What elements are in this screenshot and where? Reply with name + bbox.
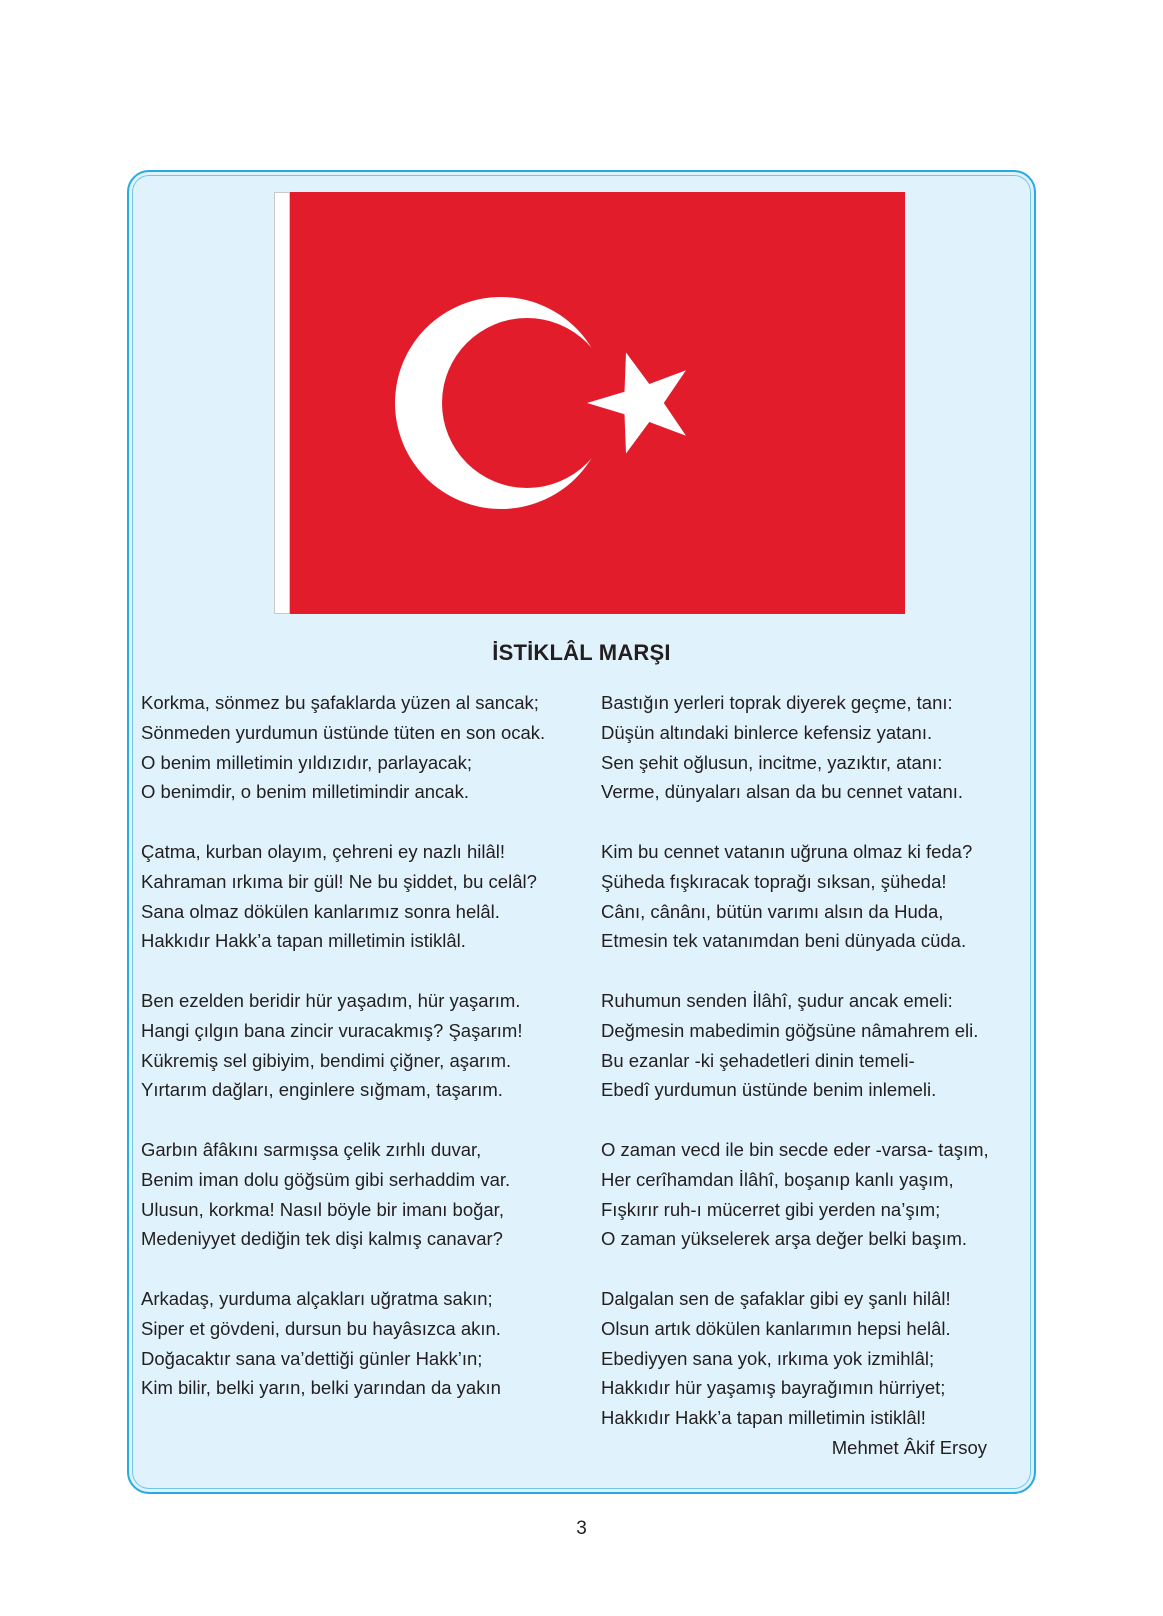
verse-line: Değmesin mabedimin göğsüne nâmahrem eli.	[601, 1019, 979, 1041]
verse-line: Bastığın yerleri toprak diyerek geçme, tanı:	[601, 692, 953, 713]
stanza	[141, 1284, 596, 1403]
stanza	[141, 688, 596, 807]
verse-line: Sönmeden yurdumun üstünde tüten en son ocak.	[141, 721, 546, 743]
verse-line: Hangi çılgın bana zincir vuracakmış? Şaşarım!	[141, 1019, 523, 1041]
verse-line: Medeniyyet dediğin tek dişi kalmış canavar?	[141, 1228, 503, 1250]
verse-line: Ulusun, korkma! Nasıl böyle bir imanı boğar,	[141, 1198, 504, 1220]
verse-line: Ben ezelden beridir hür yaşadım, hür yaşarım.	[141, 989, 521, 1011]
verse-line: Kükremiş sel gibiyim, bendimi çiğner, aşarım.	[141, 1049, 512, 1071]
flag-crescent-star-icon	[290, 192, 905, 614]
verse-line: Etmesin tek vatanımdan beni dünyada cüda.	[601, 930, 967, 952]
stanza	[141, 837, 596, 956]
flag-hoist-strip	[274, 192, 290, 614]
stanza	[141, 986, 596, 1105]
left-column	[141, 688, 596, 1433]
page-number: 3	[576, 1518, 587, 1539]
verse-line: Hakkıdır hür yaşamış bayrağımın hürriyet;	[601, 1377, 946, 1399]
verse-line: O zaman vecd ile bin secde eder -varsa- taşım,	[601, 1138, 989, 1160]
turkish-flag	[274, 192, 905, 614]
verse-line: Ebediyyen sana yok, ırkıma yok izmihlâl;	[601, 1347, 935, 1369]
verse-line: Bu ezanlar -ki şehadetleri dinin temeli-	[601, 1049, 915, 1071]
verse-line: Dalgalan sen de şafaklar gibi ey şanlı hilâl!	[601, 1287, 951, 1309]
verse-line: Her cerîhamdan İlâhî, boşanıp kanlı yaşım,	[601, 1168, 954, 1190]
verse-line: Verme, dünyaları alsan da bu cennet vatanı.	[601, 781, 964, 803]
verse-line: Hakkıdır Hakk’a tapan milletimin istiklâl!	[601, 1407, 926, 1429]
anthem-title: İSTİKLÂL MARŞI	[492, 640, 671, 665]
verse-line: O benimdir, o benim milletimindir ancak.	[141, 781, 469, 803]
verse-line: Düşün altındaki binlerce kefensiz yatanı.	[601, 721, 933, 743]
verse-line: Yırtarım dağları, enginlere sığmam, taşarım.	[141, 1079, 503, 1101]
verse-line: Korkma, sönmez bu şafaklarda yüzen al sancak;	[141, 692, 539, 713]
stanza	[601, 837, 1033, 956]
verse-line: Şüheda fışkıracak toprağı sıksan, şüheda!	[601, 870, 947, 892]
verse-line: Ruhumun senden İlâhî, şudur ancak emeli:	[601, 989, 953, 1011]
verse-line: Fışkırır ruh-ı mücerret gibi yerden na’şım;	[601, 1198, 941, 1220]
verse-line: Doğacaktır sana va’dettiği günler Hakk’ın;	[141, 1347, 483, 1369]
verse-line: Ebedî yurdumun üstünde benim inlemeli.	[601, 1079, 937, 1101]
verse-line: Olsun artık dökülen kanlarımın hepsi helâl.	[601, 1317, 951, 1339]
verse-line: Kim bu cennet vatanın uğruna olmaz ki feda?	[601, 840, 973, 862]
stanza	[601, 986, 1033, 1105]
verse-line: Hakkıdır Hakk’a tapan milletimin istiklâl.	[141, 930, 466, 952]
verse-line: Sen şehit oğlusun, incitme, yazıktır, atanı:	[601, 751, 943, 773]
verse-line: Çatma, kurban olayım, çehreni ey nazlı hilâl!	[141, 840, 506, 862]
stanza	[141, 1135, 596, 1254]
right-column	[601, 688, 1033, 1463]
stanza	[601, 1135, 1033, 1254]
verse-line: Siper et gövdeni, dursun bu hayâsızca akın.	[141, 1317, 501, 1339]
verse-line: Sana olmaz dökülen kanlarımız sonra helâl.	[141, 900, 500, 922]
verse-line: Garbın âfâkını sarmışsa çelik zırhlı duvar,	[141, 1138, 482, 1160]
verse-line: Kahraman ırkıma bir gül! Ne bu şiddet, bu celâl?	[141, 870, 537, 892]
stanza	[601, 688, 1033, 807]
verse-line: Cânı, cânânı, bütün varımı alsın da Huda,	[601, 900, 944, 922]
verse-line: O benim milletimin yıldızıdır, parlayacak;	[141, 751, 473, 773]
author-name: Mehmet Âkif Ersoy	[831, 1436, 987, 1458]
flag-crescent-inner	[442, 318, 612, 488]
stanza	[601, 1284, 1033, 1433]
verse-line: Kim bilir, belki yarın, belki yarından da yakın	[141, 1377, 501, 1399]
verse-line: O zaman yükselerek arşa değer belki başım.	[601, 1228, 968, 1250]
verse-line: Arkadaş, yurduma alçakları uğratma sakın;	[141, 1287, 493, 1309]
verse-line: Benim iman dolu göğsüm gibi serhaddim var.	[141, 1168, 511, 1190]
